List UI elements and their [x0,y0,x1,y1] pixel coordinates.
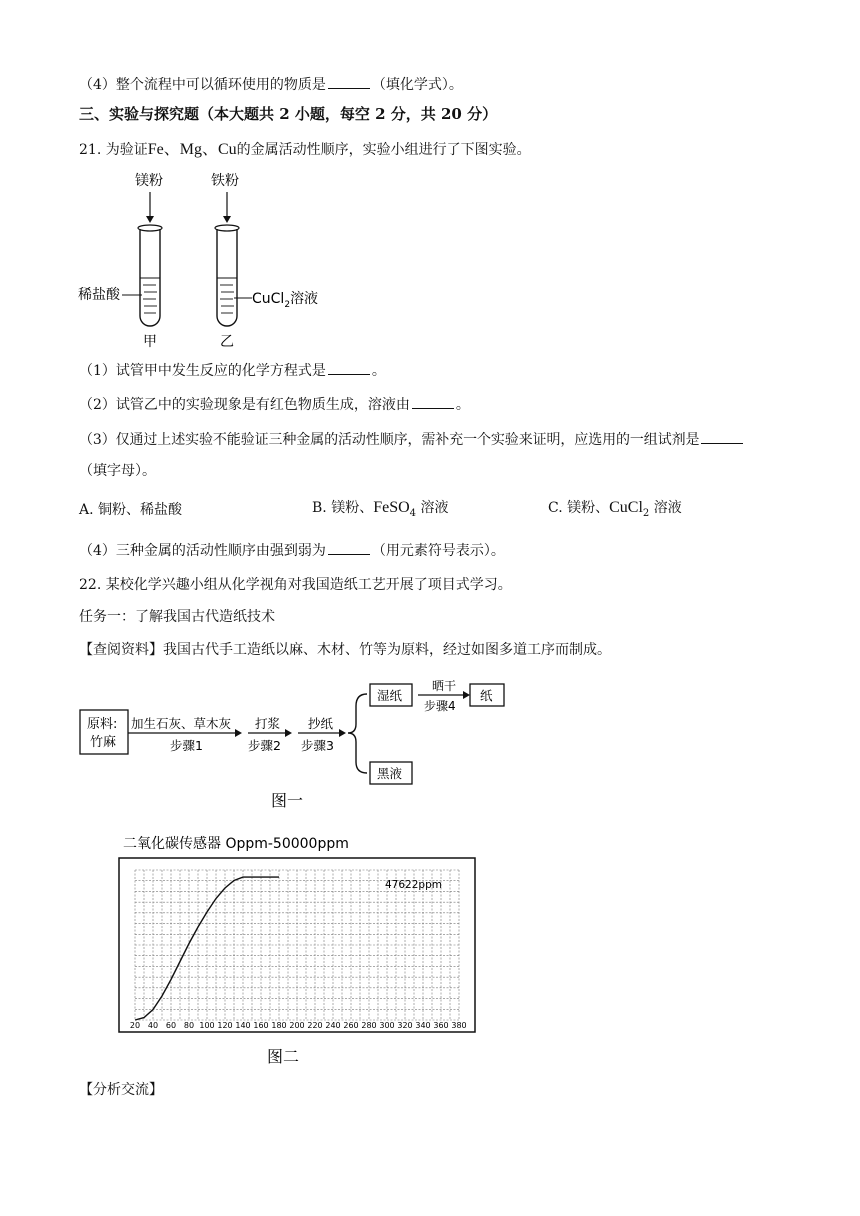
tube2-solution-label: CuCl$_2$溶液 [252,291,319,310]
x-tick-label: 180 [271,1021,287,1030]
x-tick-label: 360 [433,1021,449,1030]
tube1-name: 甲 [143,334,157,350]
step2-label-bottom: 步骤2 [248,738,281,753]
test-tube-diagram [76,168,356,353]
co2-sensor-chart [115,828,495,1068]
analysis-heading: 【分析交流】 [79,1082,163,1098]
q21-part4-tail: （用元素符号表示）。 [371,543,505,559]
chart-title: 二氧化碳传感器 Oppm-50000ppm [123,836,349,852]
test-tube-jia [138,225,162,326]
option-a: A. 铜粉、稀盐酸 [79,502,183,518]
reference-material: 【查阅资料】我国古代手工造纸以麻、木材、竹等为原料，经过如图多道工序而制成。 [79,642,611,658]
x-tick-label: 300 [379,1021,395,1030]
paper-making-flowchart [78,680,508,810]
x-tick-label: 80 [183,1021,195,1030]
option-c: C. 镁粉、CuCl$_2$ 溶液 [548,499,682,519]
answer-blank[interactable] [328,540,370,555]
q21-stem-b: 的金属活动性顺序，实验小组进行了下图实验。 [236,142,531,158]
q21-part3 [79,429,745,450]
option-b: B. 镁粉、FeSO$_4$ 溶液 [312,499,449,519]
chart-x-ticks [130,1021,467,1030]
q21-part2-tail: 。 [455,397,470,413]
x-tick-label: 380 [451,1021,467,1030]
test-tube-yi [215,225,239,326]
tube1-reagent-label: 镁粉 [135,173,163,189]
answer-blank[interactable] [328,74,370,89]
q20-part4 [79,74,463,95]
answer-blank[interactable] [701,429,743,444]
step4-label-bottom: 步骤4 [424,699,456,713]
x-tick-label: 140 [235,1021,251,1030]
step3-label-bottom: 步骤3 [301,738,334,753]
q20-part4-text: （4）整个流程中可以循环使用的物质是 [79,77,326,93]
x-tick-label: 60 [165,1021,177,1030]
x-tick-label: 280 [361,1021,377,1030]
tube1-solution-label: 稀盐酸 [78,287,120,303]
svg-text:黑液: 黑液 [377,766,403,781]
step3-label-top: 抄纸 [308,716,334,731]
q21-part2-text: （2）试管乙中的实验现象是有红色物质生成，溶液由 [79,397,410,413]
chart-grid [135,870,459,1020]
x-tick-label: 200 [289,1021,305,1030]
q21-stem [79,140,531,160]
q21-part4-text: （4）三种金属的活动性顺序由强到弱为 [79,543,326,559]
option-b-formula: FeSO [373,499,410,516]
figure2-caption: 图二 [267,1047,300,1066]
q21-stem-a: 21. 为验证 [79,142,148,158]
q21-part3-text: （3）仅通过上述实验不能验证三种金属的活动性顺序，需补充一个实验来证明，应选用的一组试剂是 [79,432,700,448]
chart-reading: 47622ppm [385,879,442,891]
x-tick-label: 40 [147,1021,159,1030]
svg-text:纸: 纸 [480,688,493,703]
svg-text:原料:: 原料: [87,717,118,732]
figure1-caption: 图一 [271,791,304,810]
svg-text:竹麻: 竹麻 [90,735,117,750]
x-tick-label: 120 [217,1021,233,1030]
q21-part4 [79,540,505,561]
x-tick-label: 320 [397,1021,413,1030]
q21-part1-text: （1）试管甲中发生反应的化学方程式是 [79,363,326,379]
task1-heading: 任务一：了解我国古代造纸技术 [79,609,275,625]
q21-part2 [79,394,470,415]
q22-stem: 22. 某校化学兴趣小组从化学视角对我国造纸工艺开展了项目式学习。 [79,577,512,593]
x-tick-label: 260 [343,1021,359,1030]
q21-part1 [79,360,386,381]
step1-label-top: 加生石灰、草木灰 [131,716,232,731]
answer-blank[interactable] [328,360,370,375]
answer-blank[interactable] [412,394,454,409]
q21-part3-cont: （填字母）。 [79,463,156,479]
section-title: 三、实验与探究题（本大题共 2 小题，每空 2 分，共 20 分） [79,105,498,123]
x-tick-label: 220 [307,1021,323,1030]
x-tick-label: 240 [325,1021,341,1030]
step4-label-top: 晒干 [432,680,457,693]
x-tick-label: 20 [129,1021,141,1030]
tube2-reagent-label: 铁粉 [211,173,239,189]
svg-text:湿纸: 湿纸 [377,688,403,703]
q21-part1-tail: 。 [371,363,386,379]
x-tick-label: 340 [415,1021,431,1030]
x-tick-label: 160 [253,1021,269,1030]
step2-label-top: 打浆 [255,716,281,731]
x-tick-label: 100 [199,1021,215,1030]
q21-metals: Fe、Mg、Cu [147,141,237,158]
tube2-name: 乙 [220,334,234,350]
q20-part4-tail: （填化学式）。 [371,77,463,93]
step1-label-bottom: 步骤1 [170,738,203,753]
option-c-formula: CuCl [609,499,643,516]
